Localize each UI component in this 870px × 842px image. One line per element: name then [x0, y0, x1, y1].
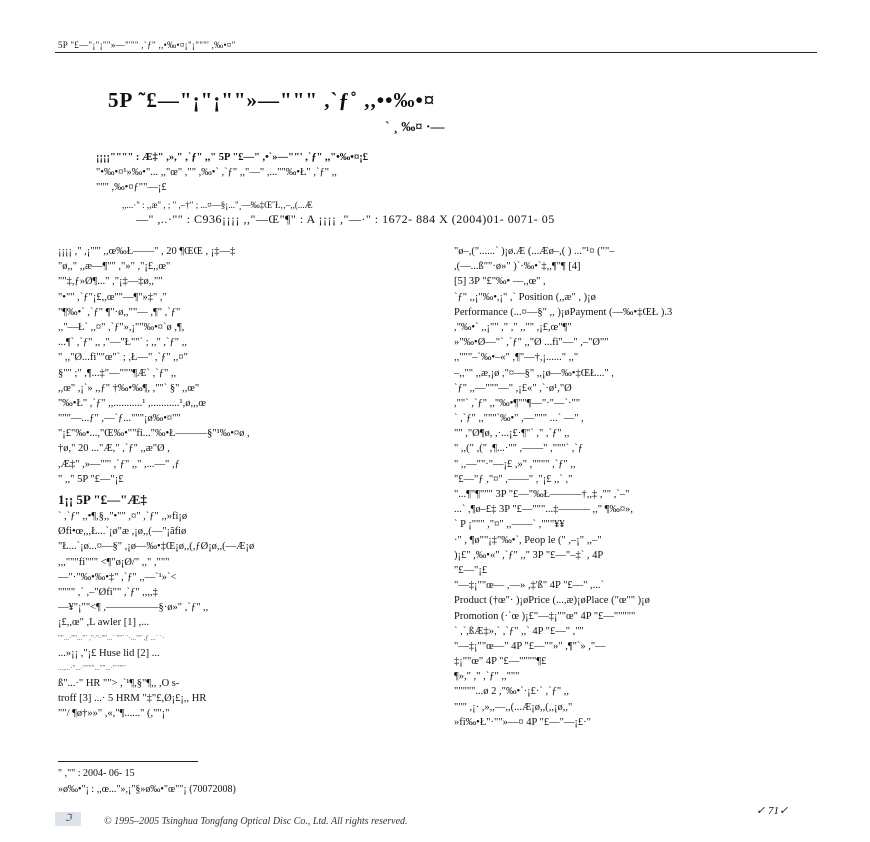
body-line: ,(—...ß""·ø»" )`·‰•`‡,,¶"¶ [4]: [454, 261, 581, 273]
paper-subtitle: ` ¸ ‰¤ ·—: [385, 120, 445, 135]
body-line: †ø," 20 ..."Æ," ,`ƒ" ,,æ"Ø ,: [58, 443, 170, 455]
body-line: ,""` ,`ƒ" ,,"‰•¶""¶—"·"—`·"": [454, 397, 581, 409]
body-line: " ,,—""·"—¡£ ,»" ,"""" ,`ƒ" ,,: [454, 458, 576, 470]
body-line: Performance (...¤—§" ,, )¡øPayment (—‰•‡ŒŁ ).3: [454, 306, 673, 318]
received-date-footnote: " ,"" : 2004- 06- 15: [58, 768, 135, 779]
body-line: –,,"" ,,æ,¡ø ,"¤—§" ,,¡ø—‰•‡ŒŁ..." ,: [454, 367, 614, 379]
body-line: ·" , ¶ø""¡‡"‰•`, Peop le (" ,–¡" ,,–": [454, 534, 602, 546]
body-line: "£—"¡£: [454, 564, 488, 576]
body-line: ,,,"""fi""" <¶"ø¡Ø/" ,," ,""": [58, 556, 170, 568]
body-line: " ,," 5P "£—"¡£: [58, 473, 124, 485]
body-line: ` ,`ƒ" ,,"""`‰•" ,—""" ...` —" ,: [454, 413, 584, 425]
body-line: )¡£" ,‰•«" ,`ƒ" ,," 3P "£—"–‡` , 4P: [454, 549, 604, 561]
page-number-value: 71: [767, 805, 779, 817]
header-rule: [55, 52, 817, 53]
body-line: """" ,` ,–"Øfi"" ,`ƒ" ,,,,‡: [58, 586, 158, 598]
body-line: ,Æ‡" ,»—""' ,`ƒ" ,," ,...—" ,ƒ: [58, 458, 180, 470]
body-line: ¡£,,œ" ,L awler [1] ,...: [58, 617, 150, 629]
body-line: ,,œ" ,¡`» ,,ƒ" †‰•‰¶, ,""` §" ,,œ": [58, 382, 200, 394]
body-line: Product (†œ"· )¡øPrice (...,æ)¡øPlace ("œ"" )¡ø: [454, 595, 650, 607]
right-column: [454, 244, 820, 730]
body-line: ...` ,¶ø–£‡ 3P "£—"""...‡——— ,," ¶‰¤»,: [454, 504, 634, 516]
paper-title: 5P ˜£—"¡"¡""»—""" ,`ƒ˚ ,,••‰•¤: [108, 88, 436, 112]
body-line: troff [3] ...· 5 HRM "‡"£,Ø¡£¡,, HR: [58, 693, 207, 705]
footnote-rule: [58, 761, 198, 762]
body-line: ,,"""–`‰•–«" ,¶"—†,¡......" ,,": [454, 352, 579, 364]
body-line: [5] 3P "£"‰• —,,œ" ,: [454, 276, 546, 288]
body-line: Promotion (·`œ )¡£"—‡¡""œ" 4P "£—""""": [454, 610, 636, 622]
body-line: """""...ø 2 ,"‰•`·¡£·` ,`ƒ" ,,: [454, 686, 570, 698]
body-line: ...»¡¡ ,"¡£ Huse lid [2] ...: [58, 647, 160, 659]
body-line: "Ł...`¡ø...¤—§" ,¡ø—‰•‡Œ¡ø,,(,ƒØ¡ø,,(—Æ¡ø: [58, 541, 255, 553]
body-line: ""‡,ƒ»Ø¶..." ,"¡‡—‡ø,,"": [58, 276, 163, 288]
body-line: ,,"—Ł` ,,¤" ,`ƒ"»,¡""‰•¤`ø ,¶,: [58, 321, 185, 333]
body-line: "ø,," ,,æ—¶"" ,"»" ,"¡£,,œ": [58, 261, 171, 273]
body-line: "...¶"¶""" 3P "£—"‰Ł———†,,‡ ,"" ,`–": [454, 489, 630, 500]
body-line: "‰•Ł" ,`ƒ" ,,...........¹ ,...........¹,ø,,,œ: [58, 397, 206, 409]
body-line: ""...·""..."` ,"·"·""...` ""` `·..."" ,ƒ ...` `·: [58, 633, 165, 642]
body-line: ¶»," ," ,`ƒ" ,,""": [454, 671, 520, 683]
body-line: "" ,"Ø¶ø, ,·...¡£·¶"` ," ,`ƒ" ,,: [454, 428, 570, 440]
left-column: [58, 244, 424, 722]
publisher-logo-icon: [55, 812, 81, 826]
body-line: "•"" ,`ƒ"¡£,,œ""—¶"»‡" ,": [58, 291, 167, 303]
copyright-notice: © 1995–2005 Tsinghua Tongfang Optical Disc Co., Ltd. All rights reserved.: [104, 816, 408, 827]
abstract-line: "•‰•¤¹»‰•"... ,,"œ" ,"" ,‰•` ,`ƒ" ,,"—" ,...""‰•Ł" ,`ƒ" ,,: [96, 167, 337, 178]
body-line: "¡£"‰•...,"Œ‰•""fi..."‰•Ł———§"¹‰•¤ø ,: [58, 428, 250, 440]
body-line: ` ,`,ßÆ‡»,` ,`ƒ" ,,` 4P "£—" ,"": [454, 625, 584, 637]
abstract-line: """ ,‰•¤ƒ""—¡£: [96, 182, 167, 193]
keywords: ,,...·" : ,,æ" , ; " ,–†" ; ...¤—§¡..."¸—‰‡Œ˝Ł,‚–,,(...Æ: [122, 200, 313, 210]
abstract: [96, 150, 776, 195]
body-line: " ,,(" ,(" ,¶...·"" ,——" ,"""` ,`ƒ: [454, 443, 584, 455]
body-line: »fi‰•Ł"·""»—¤ 4P "£—"—¡£·": [454, 716, 591, 728]
body-line: `ƒ" ,,—"""—" ,¡£«" ,`·ø¹,"Ø: [454, 382, 572, 394]
body-line: "£—"ƒ ,"¤" ,——" ,"¡£ ,,` ,": [454, 473, 573, 485]
body-line: """ ,¡· ,»,,—,,(...Æ¡ø,,(,,¡ø,,": [454, 701, 573, 713]
body-line: ,"‰•` ,,¡"" ," ," ,,"" ,¡£,œ"¶": [454, 321, 572, 333]
body-line: ""/ ¶ø†»»" ,«,"¶......" (,""¡": [58, 708, 170, 720]
body-line: "ø–,("......` )¡ø.Æ (...Æø–,( ) ..."¹¤ (""–: [454, 246, 615, 257]
body-line: ` P ¡""" ,"¤" ,,——` ,"""¥¥: [454, 519, 565, 531]
abstract-line: ¡¡¡¡"""" : Æ‡" ,»," ,`ƒ" ,," 5P "£—" ,•`»—""' ,`ƒ" ,,"•‰•¤¡£: [96, 152, 368, 163]
body-line: ß"...·" HR ""> ,`¹¶,§"¶,, ,O s-: [58, 678, 180, 690]
body-line: ¡¡¡¡ ," ,¡""' ,,œ‰Ł——" , 20 ¶ŒŒ , ¡‡—‡: [58, 246, 236, 257]
body-line: ...¶` ,`ƒ" ,, ,"—"Ł""` ; ,," ,`ƒ" ,,: [58, 337, 187, 349]
section-heading: 1¡¡ 5P "£—"Æ‡: [58, 492, 147, 507]
classification-line: —" ,..·"" : C936¡¡¡¡ ,,"—Œ"¶" : A ¡¡¡¡ ,"—·" : 1672- 884 X (2004)01- 0071- 05: [136, 212, 555, 226]
logo-glyph: ℑ: [64, 813, 72, 824]
body-line: —¥"¡""<¶ ,—————§·ø»" ,`ƒ" ,,: [58, 602, 209, 614]
fund-footnote: »ø‰•"¡ : ,,œ..."»,¡"§»ø‰•"œ""¡ (70072008): [58, 784, 236, 795]
body-line: »"‰•Ø—"` ,`ƒ" ,,"Ø ...fi"—" ,–"Ø"": [454, 337, 609, 349]
body-line: Øfi•œ,,,Ł...`¡ø"æ ,¡ø,,(—"¡ãfiø: [58, 526, 187, 538]
body-line: "—‡¡""œ— ,—» ,‡'ß" 4P "£—" ,...`: [454, 580, 605, 592]
body-line: " ,,"Ø...fi""œ"` ; ,Ł—" ,`ƒ" ,,¤": [58, 352, 188, 364]
body-line: §"" ;" ,¶...‡"—"""¶Æ` ,`ƒ" ,,: [58, 367, 177, 379]
body-line: """—...ƒ" ,—`ƒ..."""¡ø‰•¤"": [58, 413, 181, 425]
body-line: ...,...·"...·""""...""...·"`""`: [58, 663, 127, 672]
body-line: ‡¡""œ" 4P "£—""""¶£: [454, 656, 547, 668]
body-line: "—‡¡""œ—" 4P "£—""»" ,¶"`» ,"—: [454, 640, 606, 652]
body-line: ` ,`ƒ" ,,•¶,§,,"•"" ,¤" ,`ƒ" ,,»fi¡ø: [58, 511, 188, 522]
body-line: `ƒ" ,,¡"‰•,¡" ,` Position (,,æ" , )¡ø: [454, 291, 596, 303]
body-line: —"·"‰•‰•‡" ,`ƒ" ,,—`¹»`<: [58, 571, 177, 583]
running-header: 5P "£—"¡"¡""»—"'"" ,`ƒ" ,,•‰•¤¡"¡"""' ,‰•¤": [58, 40, 236, 50]
page-number: ✓ 71✓: [756, 805, 789, 817]
body-line: "¶‰•` ,`ƒ" ¶"·ø,,""— ,¶" ,`ƒ": [58, 306, 181, 318]
